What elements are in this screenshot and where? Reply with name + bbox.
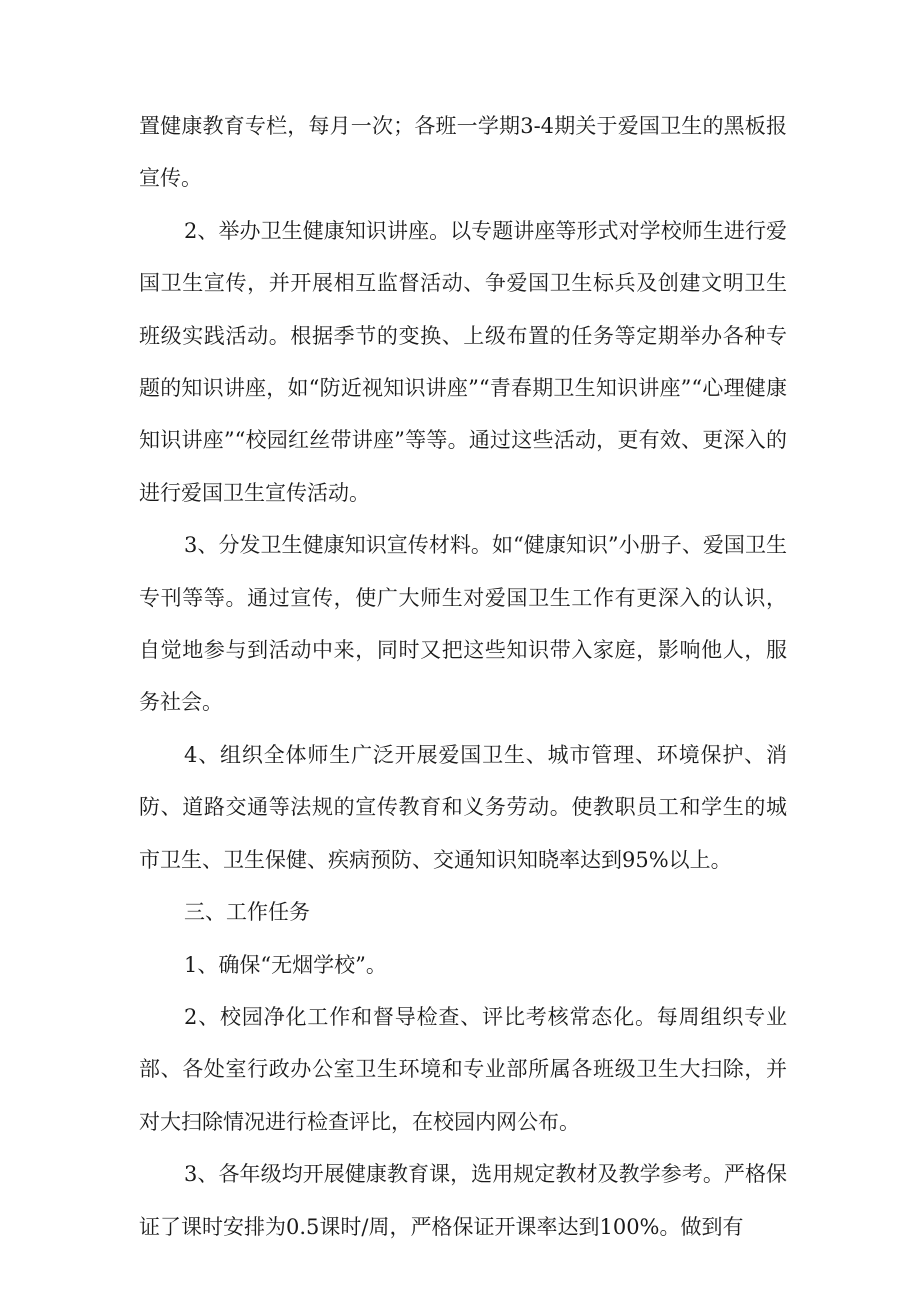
paragraph-item-2-lectures: 2、举办卫生健康知识讲座。以专题讲座等形式对学校师生进行爱国卫生宣传，并开展相互监督活动、争爱国卫生标兵及创建文明卫生班级实践活动。根据季节的变换、上级布置的任务等定期举办各种专题的知识讲座，如“防近视知识讲座”“青春期卫生知识讲座”“心理健康知识讲座”“校园红丝带讲座”等等。通过这些活动，更有效、更深入的进行爱国卫生宣传活动。 <box>139 218 787 505</box>
paragraph-task-2-cleaning: 2、校园净化工作和督导检查、评比考核常态化。每周组织专业部、各处室行政办公室卫生环境和专业部所属各班级卫生大扫除，并对大扫除情况进行检查评比，在校园内网公布。 <box>139 1004 787 1134</box>
paragraph-item-4-organize: 4、组织全体师生广泛开展爱国卫生、城市管理、环境保护、消防、道路交通等法规的宣传教育和义务劳动。使教职员工和学生的城市卫生、卫生保健、疾病预防、交通知识知晓率达到95%以上。 <box>139 742 787 872</box>
section-heading-work-tasks: 三、工作任务 <box>184 900 310 925</box>
paragraph-task-1-smoke-free: 1、确保“无烟学校”。 <box>184 952 387 977</box>
paragraph-item-3-materials: 3、分发卫生健康知识宣传材料。如“健康知识”小册子、爱国卫生专刊等等。通过宣传，使广大师生对爱国卫生工作有更深入的认识，自觉地参与到活动中来，同时又把这些知识带入家庭，影响他人，服务社会。 <box>139 533 787 715</box>
paragraph-task-3-health-class: 3、各年级均开展健康教育课，选用规定教材及教学参考。严格保证了课时安排为0.5课时/周，严格保证开课率达到100%。做到有 <box>139 1162 787 1239</box>
paragraph-blackboard-continuation: 置健康教育专栏，每月一次；各班一学期3-4期关于爱国卫生的黑板报宣传。 <box>139 114 787 191</box>
document-body <box>139 100 787 1253</box>
